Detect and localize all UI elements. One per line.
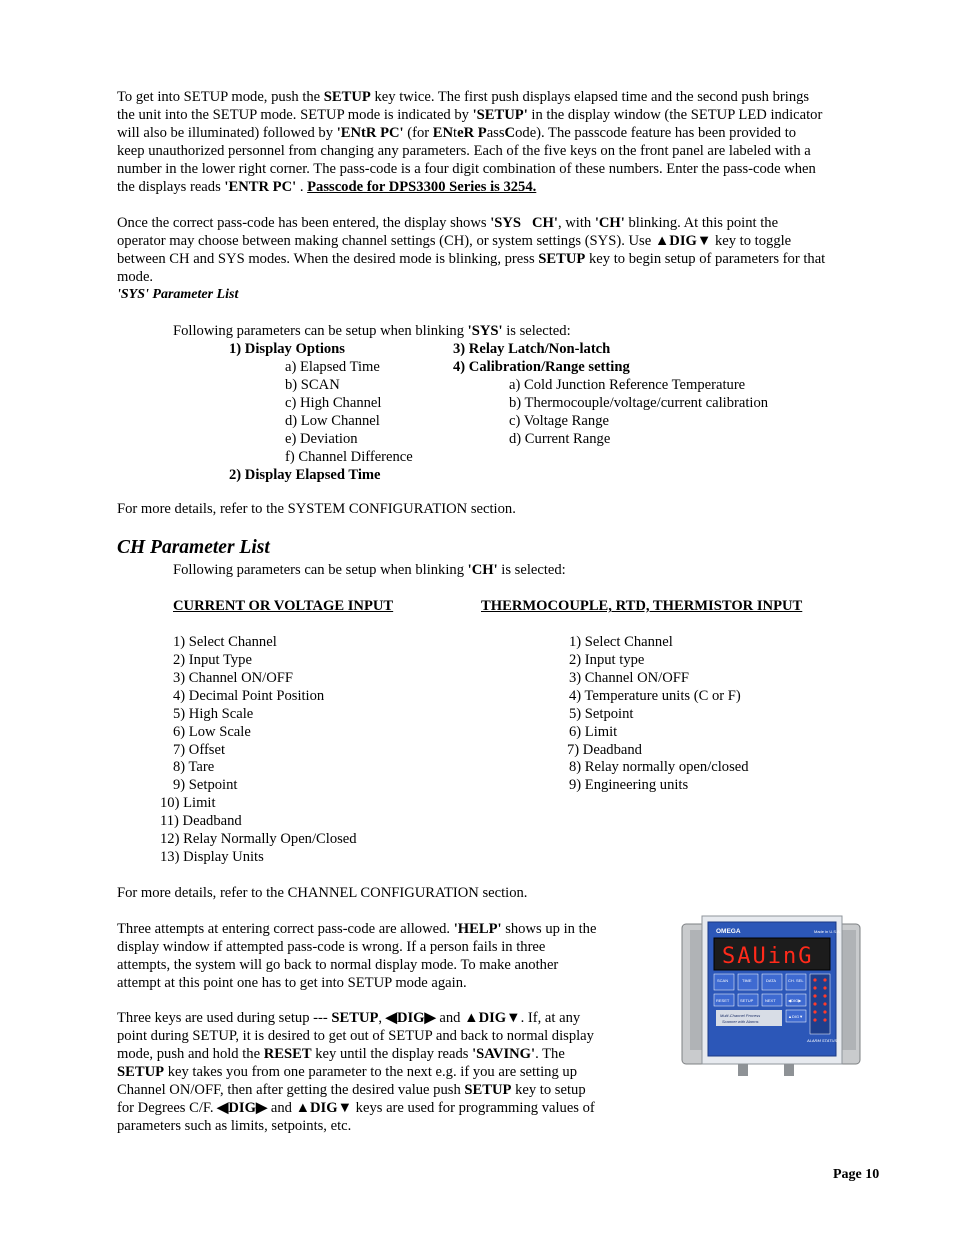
text: 'CH' bbox=[594, 215, 625, 231]
key-label: ◀DIG▶ bbox=[788, 998, 802, 1003]
list-item: 13) Display Units bbox=[160, 849, 264, 865]
text: e bbox=[457, 125, 464, 141]
entr-pc-ref: 'ENTR PC' bbox=[224, 179, 297, 195]
alarm-led bbox=[823, 986, 826, 989]
alarm-led bbox=[823, 1002, 826, 1005]
list-item: b) SCAN bbox=[285, 377, 340, 393]
key-label: CH. SEL bbox=[788, 978, 804, 983]
sys-intro bbox=[173, 322, 571, 340]
text: Following parameters can be setup when blinking bbox=[173, 323, 468, 339]
alarm-led bbox=[813, 994, 816, 997]
keys-line-2: point during SETUP, it is desired to get out of SETUP and back to normal display bbox=[117, 1028, 594, 1044]
list-item: 8) Relay normally open/closed bbox=[569, 759, 749, 775]
key-label: SETUP bbox=[740, 998, 754, 1003]
text: is selected: bbox=[497, 562, 566, 578]
intro-line-3 bbox=[117, 124, 796, 142]
keys-line-3 bbox=[117, 1045, 565, 1063]
text: SETUP bbox=[538, 251, 586, 267]
help-line-1 bbox=[117, 920, 596, 938]
cable-gland bbox=[738, 1064, 748, 1076]
text: key twice. The first push displays elapsed time and the second push brings bbox=[370, 89, 810, 105]
text: Following parameters can be setup when blinking bbox=[173, 562, 468, 578]
panel-label-2: Scanner with Alarms bbox=[722, 1019, 759, 1024]
sys-list-heading: 'SYS' Parameter List bbox=[117, 287, 239, 302]
alarm-led bbox=[813, 1018, 816, 1021]
alarm-led bbox=[823, 978, 826, 981]
key-label: RESET bbox=[716, 998, 730, 1003]
list-item: 4) Temperature units (C or F) bbox=[569, 688, 741, 704]
list-item: 1) Select Channel bbox=[569, 634, 673, 650]
text: RESET bbox=[263, 1046, 312, 1062]
sys-display-elapsed: 2) Display Elapsed Time bbox=[229, 467, 381, 483]
text: the unit into the SETUP mode. SETUP mode is indicated by bbox=[117, 107, 473, 123]
text: operator may choose between making channel settings (CH), or system settings (SYS). Use bbox=[117, 233, 655, 249]
list-item: 6) Low Scale bbox=[173, 724, 251, 740]
list-item: 5) High Scale bbox=[173, 706, 254, 722]
list-item: 2) Input Type bbox=[173, 652, 252, 668]
keys-line-7: parameters such as limits, setpoints, etc. bbox=[117, 1118, 352, 1134]
text: ▲DIG▼ bbox=[295, 1100, 353, 1116]
list-item: 9) Setpoint bbox=[173, 777, 238, 793]
setup-display-ref: 'SETUP' bbox=[472, 107, 528, 123]
text: key to toggle bbox=[711, 233, 792, 249]
text: EN bbox=[432, 125, 454, 141]
keys-line-6 bbox=[117, 1099, 595, 1117]
col1-heading: CURRENT OR VOLTAGE INPUT bbox=[173, 598, 394, 614]
list-item: 1) Select Channel bbox=[173, 634, 277, 650]
passcode-note: Passcode for DPS3300 Series is 3254. bbox=[307, 179, 537, 195]
help-line-4: attempt at this point one has to get into SETUP mode again. bbox=[117, 975, 467, 991]
text: 'HELP' bbox=[453, 921, 502, 937]
key-label: DATA bbox=[766, 978, 777, 983]
text: keys are used for programming values of bbox=[352, 1100, 595, 1116]
list-item: 8) Tare bbox=[173, 759, 215, 775]
list-item: 4) Decimal Point Position bbox=[173, 688, 325, 704]
col2-heading: THERMOCOUPLE, RTD, THERMISTOR INPUT bbox=[481, 598, 803, 614]
alarm-led bbox=[823, 1018, 826, 1021]
alarm-led bbox=[813, 1002, 816, 1005]
text: mode, push and hold the bbox=[117, 1046, 264, 1062]
made-in-label: Made in U.S.A. bbox=[814, 929, 841, 934]
alarm-led bbox=[823, 1010, 826, 1013]
text: To get into SETUP mode, push the bbox=[117, 89, 324, 105]
text: Three keys are used during setup --- bbox=[117, 1010, 332, 1026]
text: is selected: bbox=[502, 323, 571, 339]
key-label: ▲DIG▼ bbox=[788, 1014, 804, 1019]
sys-display-options: 1) Display Options bbox=[229, 341, 345, 357]
panel-label-1: Multi-Channel Process bbox=[720, 1013, 761, 1018]
setup-key-ref: SETUP bbox=[323, 89, 371, 105]
text: the displays reads bbox=[117, 179, 225, 195]
text: ode). The passcode feature has been provided to bbox=[515, 125, 797, 141]
text: Once the correct pass-code has been entered, the display shows bbox=[117, 215, 491, 231]
mode-line-3 bbox=[117, 250, 825, 268]
list-item: b) Thermocouple/voltage/current calibration bbox=[509, 395, 769, 411]
help-line-3: attempts, the system will go back to normal display mode. To make another bbox=[117, 957, 559, 973]
ch-more-details: For more details, refer to the CHANNEL CONFIGURATION section. bbox=[117, 885, 528, 901]
text: , bbox=[378, 1010, 386, 1026]
intro-line-1 bbox=[117, 88, 809, 106]
text: ▲DIG▼ bbox=[464, 1010, 521, 1026]
key-label: NEXT bbox=[765, 998, 776, 1003]
intro-line-2 bbox=[117, 106, 822, 124]
list-item: 5) Setpoint bbox=[569, 706, 634, 722]
text: key until the display reads bbox=[311, 1046, 473, 1062]
alarm-panel bbox=[810, 974, 830, 1034]
text: key to setup bbox=[511, 1082, 586, 1098]
text: t bbox=[453, 125, 458, 141]
text: 'SAVING' bbox=[472, 1046, 536, 1062]
list-item: 2) Input type bbox=[569, 652, 645, 668]
list-item: a) Cold Junction Reference Temperature bbox=[509, 377, 746, 393]
text: key takes you from one parameter to the next e.g. if you are setting up bbox=[164, 1064, 577, 1080]
text: ◀DIG▶ bbox=[217, 1100, 268, 1116]
list-item: d) Current Range bbox=[509, 431, 611, 447]
key-label: TIME bbox=[742, 978, 752, 983]
text: in the display window (the SETUP LED indicator bbox=[527, 107, 823, 123]
text: SETUP bbox=[331, 1010, 379, 1026]
ch-intro bbox=[173, 561, 566, 579]
list-item: f) Channel Difference bbox=[285, 449, 413, 465]
text: SETUP bbox=[117, 1064, 165, 1080]
list-item: e) Deviation bbox=[285, 431, 358, 447]
list-item: c) Voltage Range bbox=[509, 413, 609, 429]
text: 'CH' bbox=[467, 562, 498, 578]
text: . If, at any bbox=[520, 1010, 581, 1026]
brand-logo: OMEGA bbox=[716, 928, 741, 935]
list-item: 7) Offset bbox=[173, 742, 226, 758]
list-item: 7) Deadband bbox=[567, 742, 642, 758]
text: and bbox=[267, 1100, 296, 1116]
text: C bbox=[504, 125, 516, 141]
text: R P bbox=[463, 125, 487, 141]
intro-line-6 bbox=[117, 178, 536, 196]
mode-line-1 bbox=[117, 214, 778, 232]
sys-calibration: 4) Calibration/Range setting bbox=[453, 359, 630, 375]
list-item: 10) Limit bbox=[160, 795, 216, 811]
keys-line-1 bbox=[117, 1009, 580, 1027]
alarm-led bbox=[813, 986, 816, 989]
text: . The bbox=[535, 1046, 565, 1062]
device-photo bbox=[680, 914, 862, 1086]
list-item: 9) Engineering units bbox=[569, 777, 689, 793]
text: 'SYS CH' bbox=[490, 215, 558, 231]
entr-pc-ref: 'ENtR PC' bbox=[336, 125, 404, 141]
hinge bbox=[842, 930, 856, 1050]
alarm-led bbox=[823, 994, 826, 997]
list-item: 11) Deadband bbox=[160, 813, 242, 829]
text: blinking. At this point the bbox=[624, 215, 779, 231]
list-item: 3) Channel ON/OFF bbox=[173, 670, 293, 686]
sys-more-details: For more details, refer to the SYSTEM CONFIGURATION section. bbox=[117, 501, 516, 517]
sys-relay-latch: 3) Relay Latch/Non-latch bbox=[453, 341, 611, 357]
display-readout: SAUinG bbox=[722, 944, 814, 969]
text: ass bbox=[486, 125, 505, 141]
text: Channel ON/OFF, then after getting the desired value push bbox=[117, 1082, 465, 1098]
help-line-2: display window if attempted pass-code is wrong. If a person fails in three bbox=[117, 939, 546, 955]
text: and bbox=[435, 1010, 465, 1026]
text: , with bbox=[557, 215, 595, 231]
mode-line-4: mode. bbox=[117, 269, 154, 285]
cable-gland bbox=[784, 1064, 794, 1076]
list-item: c) High Channel bbox=[285, 395, 382, 411]
text: between CH and SYS modes. When the desired mode is blinking, press bbox=[117, 251, 539, 267]
mode-line-2 bbox=[117, 232, 791, 250]
key-label: SCAN bbox=[717, 978, 729, 983]
list-item: a) Elapsed Time bbox=[285, 359, 380, 375]
dig-key-ref: ▲DIG▼ bbox=[654, 233, 712, 249]
text: SETUP bbox=[464, 1082, 512, 1098]
text: Three attempts at entering correct pass-code are allowed. bbox=[117, 921, 454, 937]
text: ◀DIG▶ bbox=[385, 1010, 436, 1026]
text: shows up in the bbox=[501, 921, 597, 937]
text: . bbox=[296, 179, 308, 195]
text: 'SYS' bbox=[467, 323, 503, 339]
list-item: d) Low Channel bbox=[285, 413, 380, 429]
keys-line-4 bbox=[117, 1063, 577, 1081]
intro-line-5: number in the lower right corner. The pass-code is a four digit combination of these numbers. Enter the pass-code when bbox=[117, 161, 816, 177]
alarm-status-label: ALARM STATUS bbox=[807, 1038, 838, 1043]
text: (for bbox=[403, 125, 433, 141]
ch-heading: CH Parameter List bbox=[117, 537, 270, 558]
text: key to begin setup of parameters for that bbox=[585, 251, 826, 267]
list-item: 3) Channel ON/OFF bbox=[569, 670, 689, 686]
text: for Degrees C/F. bbox=[117, 1100, 218, 1116]
alarm-led bbox=[813, 978, 816, 981]
alarm-leds bbox=[810, 974, 830, 1034]
keys-line-5 bbox=[117, 1081, 586, 1099]
text: will also be illuminated) followed by bbox=[117, 125, 337, 141]
intro-line-4: keep unauthorized personnel from changing any parameters. Each of the five keys on the front panel are labeled with a bbox=[117, 143, 811, 159]
page-number: Page 10 bbox=[833, 1167, 880, 1182]
list-item: 12) Relay Normally Open/Closed bbox=[160, 831, 357, 847]
alarm-led bbox=[813, 1010, 816, 1013]
list-item: 6) Limit bbox=[569, 724, 618, 740]
